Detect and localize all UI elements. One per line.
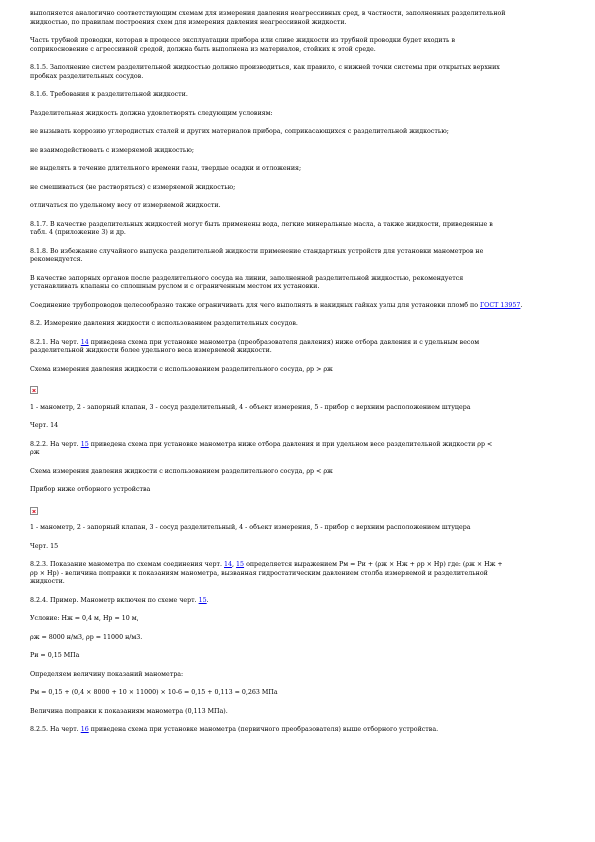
paragraph-line: не смешиваться (не растворяться) с измеряемой жидкостью;	[30, 183, 236, 191]
paragraph-line: устанавливать клапаны со сплошным руслом и с ограниченным местом их установки.	[30, 283, 320, 290]
section-8-2-3-tail: определяется выражением Рм = Ри + (ρж × Нж + ρр × Нр) где: (ρж × Нж +	[244, 561, 503, 568]
condition-1: Условие: Нж = 0,4 м, Нр = 10 м,	[30, 615, 139, 622]
gost-link[interactable]: ГОСТ 13957	[480, 301, 521, 309]
section-8-2-2-text: 8.2.2. На черт.	[30, 440, 81, 448]
section-8-2-3-line2: ρр × Нр) - величина поправки к показаниям манометра, вызванная гидростатическим давлением столба измеряемой и разделительной	[30, 569, 488, 577]
section-8-2-4-tail: .	[206, 596, 209, 604]
fig15-link[interactable]: 15	[80, 440, 89, 448]
section-8-2-2-line2: ρж	[30, 449, 40, 456]
paragraph-line: рекомендуется.	[30, 256, 83, 263]
gost-text: Соединение трубопроводов целесообразно также ограничивать для чего выполнять в накидных гайках узлы для установки пломб по	[30, 301, 481, 309]
paragraph	[30, 91, 575, 100]
paragraph-line: Часть трубной проводки, которая в процессе эксплуатации прибора или сливе жидкости из трубной проводки будет входить в	[30, 37, 456, 44]
paragraph-line: В качестве запорных органов после разделительного сосуда на линии, заполненной разделительной жидкостью, рекомендуется	[30, 274, 464, 282]
paragraph-line: пробках разделительных сосудов.	[30, 72, 144, 80]
paragraph	[30, 10, 575, 27]
condition-4: Определяем величину показаний манометра:	[30, 670, 184, 678]
section-8-2-3	[30, 561, 575, 587]
section-8-2-3-text: 8.2.3. Показание манометра по схемам соединения черт.	[30, 561, 225, 568]
legend1: 1 - манометр, 2 - запорный клапан, 3 - сосуд разделительный, 4 - объект измерения, 5 - прибор с верхним расположением штуцера	[30, 403, 471, 411]
paragraph-line: 8.1.8. Во избежание случайного выпуска разделительной жидкости применение стандартных устройств для установки манометров не	[30, 247, 484, 255]
section-8-2: 8.2. Измерение давления жидкости с использованием разделительных сосудов.	[30, 320, 298, 327]
paragraph-line: Разделительная жидкость должна удовлетворять следующим условиям:	[30, 109, 273, 117]
scheme2-title: Схема измерения давления жидкости с использованием разделительного сосуда, ρр < ρж	[30, 467, 333, 475]
link-separator: ,	[232, 561, 237, 568]
paragraph-line: 8.1.5. Заполнение систем разделительной жидкостью должно производиться, как правило, с нижней точки системы при открытых верхних	[30, 64, 500, 71]
section-8-2-1-text: 8.2.1. На черт.	[30, 338, 81, 346]
fig14-link[interactable]: 14	[80, 338, 89, 346]
section-8-2-1-tail: приведена схема при установке манометра (преобразователя давления) ниже отбора давления и с удельным весом	[88, 338, 480, 346]
correction-text: Величина поправки к показаниям манометра (0,113 МПа).	[30, 707, 228, 715]
fig15-link-3[interactable]: 15	[198, 596, 207, 604]
section-8-2-2	[30, 441, 575, 458]
section-8-2-4-text: 8.2.4. Пример. Манометр включен по схеме черт.	[30, 596, 199, 604]
paragraph	[30, 147, 575, 156]
paragraph-line: не выделять в течение длительного времени газы, твердые осадки и отложения;	[30, 165, 302, 172]
scheme2-subtitle: Прибор ниже отборного устройства	[30, 486, 151, 493]
paragraph	[30, 110, 575, 119]
paragraph	[30, 37, 575, 54]
paragraph	[30, 202, 575, 211]
fig15-caption: Черт. 15	[30, 542, 59, 550]
paragraph-list	[30, 10, 575, 292]
section-8-2-5-tail: приведена схема при установке манометра (первичного преобразователя) выше отборного устройства.	[88, 726, 439, 733]
condition-3: Ри = 0,15 МПа	[30, 652, 80, 659]
formula: Рм = 0,15 + (0,4 × 8000 + 10 × 11000) × 10-6 = 0,15 + 0,113 = 0,263 МПа	[30, 689, 278, 696]
section-8-2-1	[30, 339, 575, 356]
section-8-2-5	[30, 726, 575, 735]
paragraph-line: не вызывать коррозию углеродистых сталей и других материалов прибора, соприкасающихся с разделительной жидкостью;	[30, 128, 449, 135]
scheme1-title: Схема измерения давления жидкости с использованием разделительного сосуда, ρр > ρж	[30, 365, 333, 373]
paragraph	[30, 248, 575, 265]
paragraph-line: 8.1.7. В качестве разделительных жидкостей могут быть применены вода, легкие минеральные масла, а также жидкости, приведенные в	[30, 220, 493, 228]
paragraph	[30, 165, 575, 174]
paragraph-line: соприкосновение с агрессивной средой, должна быть выполнена из материалов, стойких к этой среде.	[30, 45, 376, 53]
paragraph-line: табл. 4 (приложение 3) и др.	[30, 229, 126, 236]
paragraph	[30, 221, 575, 238]
paragraph	[30, 184, 575, 193]
section-8-2-4	[30, 597, 575, 606]
paragraph-line: не взаимодействовать с измеряемой жидкостью;	[30, 146, 194, 154]
paragraph-line: жидкостью, по правилам построения схем для измерения давления неагрессивной жидкости.	[30, 18, 347, 26]
broken-image-icon[interactable]	[30, 507, 38, 515]
fig14-caption: Черт. 14	[30, 422, 59, 429]
section-8-2-1-line2: разделительной жидкости более удельного веса измеряемой жидкости.	[30, 347, 272, 354]
paragraph	[30, 275, 575, 292]
fig16-link[interactable]: 16	[80, 726, 89, 733]
section-8-2-2-tail: приведена схема при установке манометра ниже отбора давления и при удельном весе разделительной жидкости ρр <	[88, 440, 493, 448]
paragraph	[30, 128, 575, 137]
fig15-link-2[interactable]: 15	[236, 561, 245, 568]
section-8-2-5-text: 8.2.5. На черт.	[30, 726, 81, 733]
section-8-2-3-line3: жидкости.	[30, 578, 65, 585]
paragraph-line: отличаться по удельному весу от измеряемой жидкости.	[30, 202, 221, 209]
gost-tail: .	[520, 301, 523, 309]
fig14-link-2[interactable]: 14	[224, 561, 233, 568]
condition-2: ρж = 8000 н/м3, ρр = 11000 н/м3.	[30, 633, 143, 641]
paragraph	[30, 64, 575, 81]
paragraph-line: 8.1.6. Требования к разделительной жидкости.	[30, 91, 188, 98]
paragraph-line: выполняется аналогично соответствующим схемам для измерения давления неагрессивных сред, в частности, заполненных разделительной	[30, 10, 506, 17]
legend2: 1 - манометр, 2 - запорный клапан, 3 - сосуд разделительный, 4 - объект измерения, 5 - прибор с верхним расположением штуцера	[30, 524, 471, 531]
broken-image-icon[interactable]	[30, 386, 38, 394]
gost-paragraph	[30, 302, 575, 311]
